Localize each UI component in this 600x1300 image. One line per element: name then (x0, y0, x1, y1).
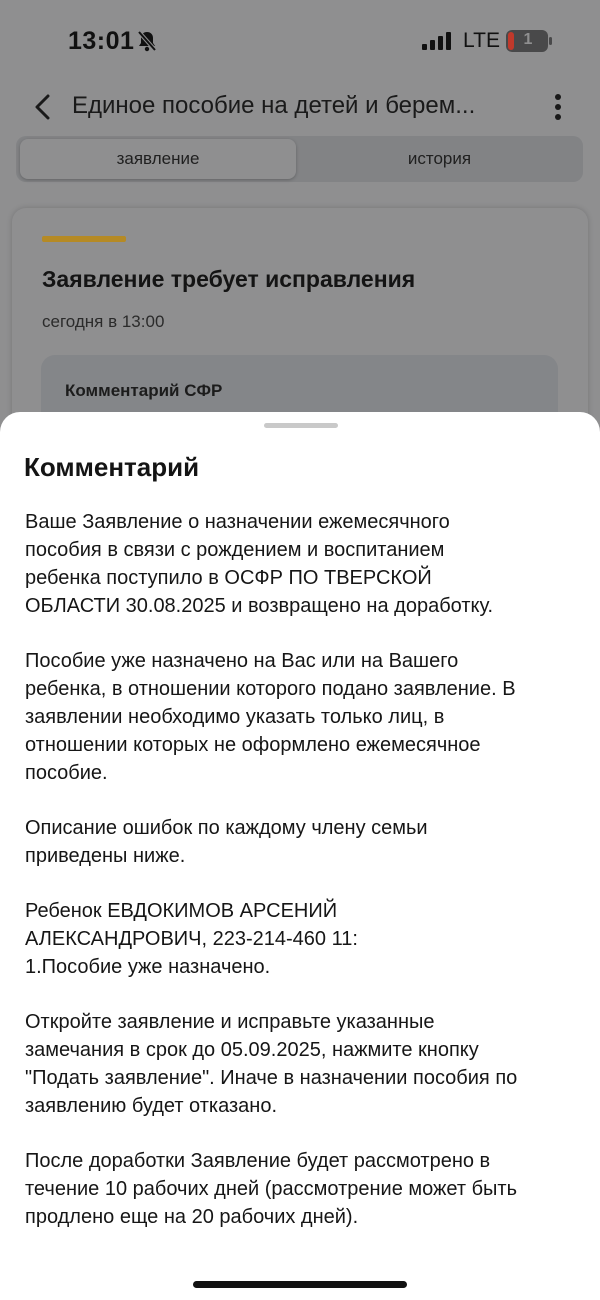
comment-bottom-sheet (0, 412, 600, 1300)
comment-paragraph: Пособие уже назначено на Вас или на Вашего ребенка, в отношении которого подано заявление. В заявлении необходимо указать только лиц, в отношении которых не оформлено ежемесячное пособие. (25, 650, 516, 784)
bell-slash-icon (137, 30, 157, 52)
signal-icon (422, 32, 452, 50)
segmented-tabs (16, 136, 583, 182)
sheet-body (25, 508, 581, 1258)
network-type: LTE (463, 29, 500, 52)
status-date: сегодня в 13:00 (42, 312, 165, 331)
comment-paragraph: Описание ошибок по каждому члену семьи приведены ниже. (25, 817, 428, 867)
comment-paragraph: Ваше Заявление о назначении ежемесячного пособия в связи с рождением и воспитанием ребенка поступило в ОСФР ПО ТВЕРСКОЙ ОБЛАСТИ 30.08.2025 и возвращено на доработку. (25, 511, 494, 617)
more-vertical-icon[interactable] (548, 92, 568, 122)
comment-label: Комментарий СФР (65, 381, 223, 400)
status-bar (0, 0, 600, 80)
sheet-title: Комментарий (24, 452, 200, 482)
tab-history[interactable]: история (407, 149, 472, 168)
comment-paragraph: После доработки Заявление будет рассмотрено в течение 10 рабочих дней (рассмотрение может быть продлено еще на 20 рабочих дней). (25, 1150, 517, 1228)
page-title: Единое пособие на детей и берем... (72, 92, 476, 119)
tab-application[interactable]: заявление (20, 139, 296, 179)
home-indicator (193, 1281, 407, 1288)
nav-header (0, 80, 600, 135)
status-accent-bar (42, 236, 126, 242)
back-chevron-icon[interactable] (32, 94, 52, 120)
comment-paragraph: Ребенок ЕВДОКИМОВ АРСЕНИЙ АЛЕКСАНДРОВИЧ, 223-214-460 11: 1.Пособие уже назначено. (25, 900, 358, 978)
comment-paragraph: Откройте заявление и исправьте указанные замечания в срок до 05.09.2025, нажмите кнопку "Подать заявление". Иначе в назначении пособия по заявлению будет отказано. (25, 1011, 518, 1117)
sheet-grabber[interactable] (264, 423, 338, 428)
status-time: 13:01 (68, 27, 135, 55)
battery-level: 1 (523, 31, 533, 48)
status-title: Заявление требует исправления (42, 266, 416, 292)
